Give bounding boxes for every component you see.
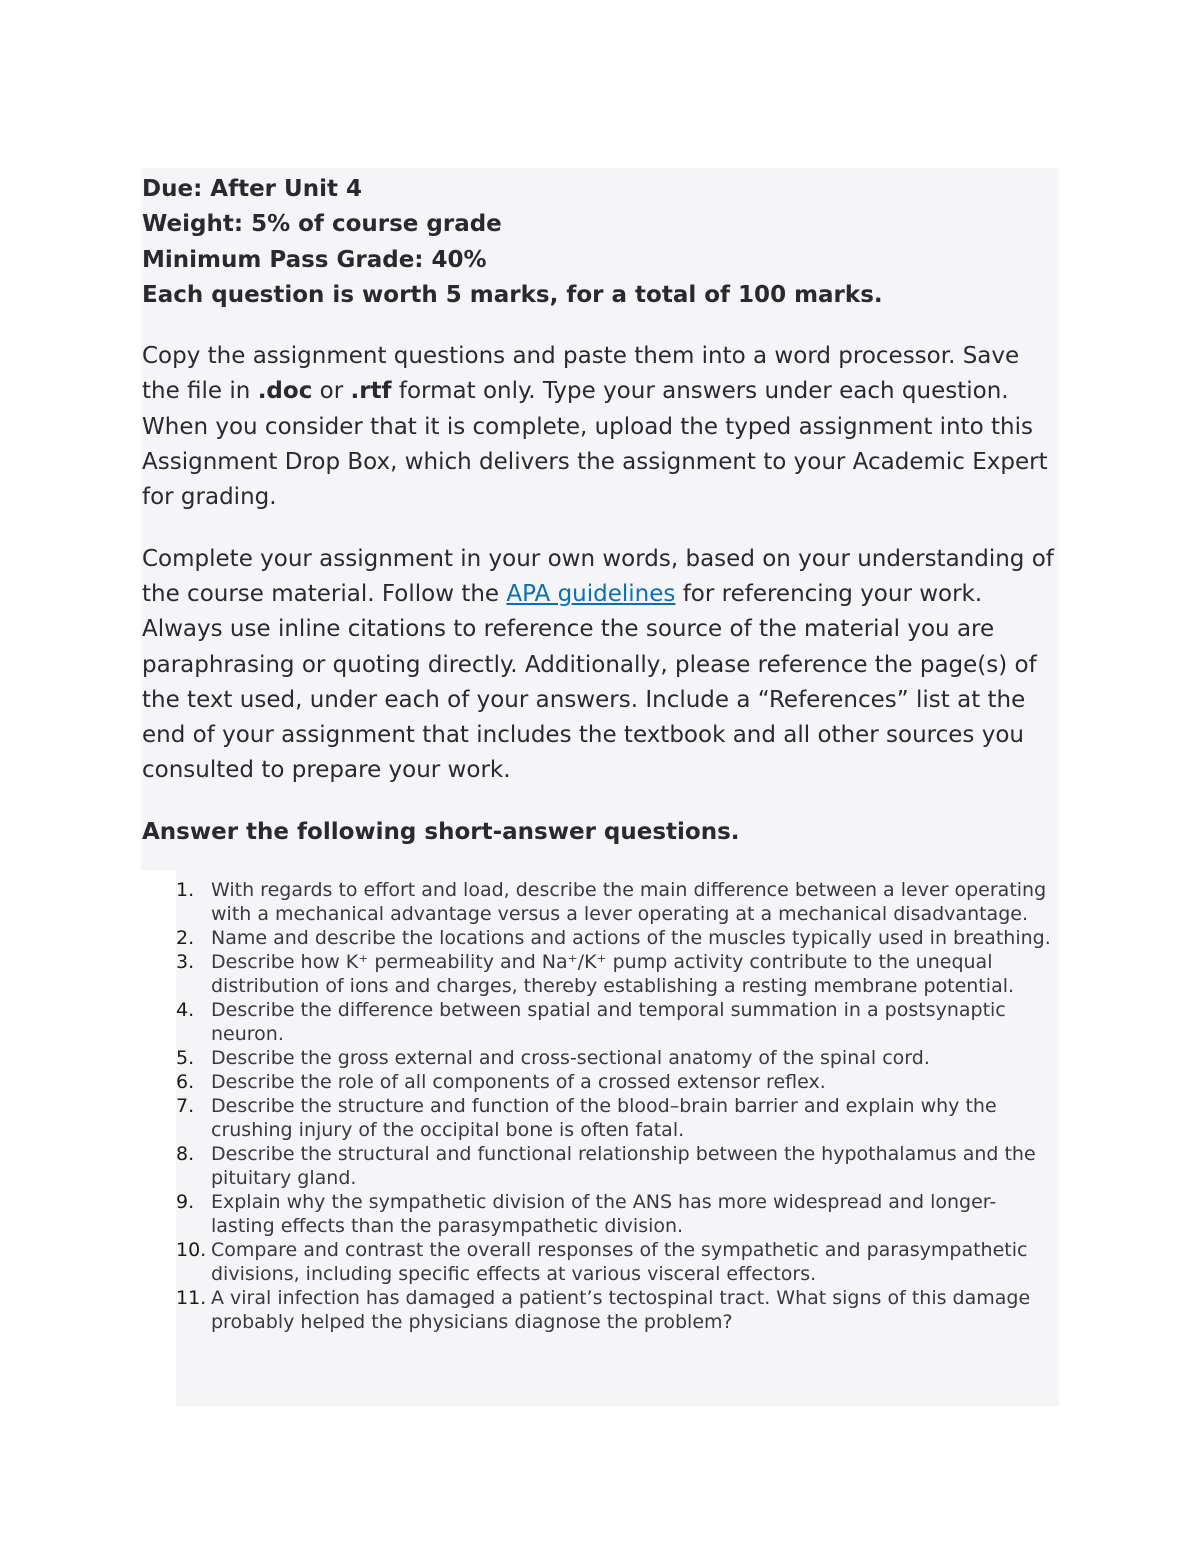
rtf-format: .rtf (350, 378, 392, 405)
question-number: 6. (176, 1071, 195, 1093)
question-text: Name and describe the locations and actions of the muscles typically used in breathing. (211, 927, 1051, 949)
list-item (176, 878, 1056, 926)
list-item (176, 950, 1056, 998)
question-text: Describe the structural and functional relationship between the hypothalamus and the pituitary gland. (211, 1143, 1036, 1189)
list-item (176, 1142, 1056, 1190)
marks-line: Each question is worth 5 marks, for a total of 100 marks. (142, 281, 883, 308)
question-number: 10. (176, 1239, 207, 1261)
question-text: With regards to effort and load, describe the main difference between a lever operating with a mechanical advantage versus a lever operating at a mechanical disadvantage. (211, 879, 1047, 925)
list-item (176, 1286, 1056, 1334)
p2-text-a: Complete your assignment in your own words, based on your understanding of the course material. Follow the (142, 545, 1054, 607)
list-item (176, 998, 1056, 1046)
instructions-paragraph-2 (142, 542, 1062, 789)
question-text: Describe the difference between spatial and temporal summation in a postsynaptic neuron. (211, 999, 1006, 1045)
question-list (176, 878, 1056, 1334)
question-text: Describe how K⁺ permeability and Na⁺/K⁺ pump activity contribute to the unequal distribution of ions and charges, thereby establishing a resting membrane potential. (211, 951, 1015, 997)
question-number: 9. (176, 1191, 195, 1213)
question-number: 8. (176, 1143, 195, 1165)
question-number: 5. (176, 1047, 195, 1069)
list-item (176, 1046, 1056, 1070)
p2-text-b: for referencing your work. Always use inline citations to reference the source of the material you are paraphrasing or quoting directly. Additionally, please reference the page(s) of the text used, under each of your answers. Include a “References” list at the end of your assignment that includes the textbook and all other sources you consulted to prepare your work. (142, 580, 1037, 784)
question-text: Describe the gross external and cross-sectional anatomy of the spinal cord. (211, 1047, 930, 1069)
question-number: 7. (176, 1095, 195, 1117)
apa-guidelines-link[interactable]: APA guidelines (506, 580, 676, 607)
section-heading: Answer the following short-answer questions. (142, 818, 740, 845)
question-text: Explain why the sympathetic division of the ANS has more widespread and longer-lasting effects than the parasympathetic division. (211, 1191, 997, 1237)
question-number: 1. (176, 879, 195, 901)
assignment-content (142, 172, 1062, 850)
question-text: Describe the role of all components of a crossed extensor reflex. (211, 1071, 826, 1093)
weight-line: Weight: 5% of course grade (142, 211, 502, 238)
list-item (176, 1190, 1056, 1238)
question-text: Compare and contrast the overall responses of the sympathetic and parasympathetic divisions, including specific effects at various visceral effectors. (211, 1239, 1028, 1285)
question-number: 11. (176, 1287, 207, 1309)
list-item (176, 1238, 1056, 1286)
doc-format: .doc (257, 378, 313, 405)
question-text: A viral infection has damaged a patient’s tectospinal tract. What signs of this damage probably helped the physicians diagnose the problem? (211, 1287, 1031, 1333)
p1-text-b: format only. Type your answers under each question. When you consider that it is complete, upload the typed assignment into this Assignment Drop Box, which delivers the assignment to your Academic Expert for grading. (142, 378, 1048, 511)
list-item (176, 926, 1056, 950)
p1-text-or: or (312, 378, 351, 405)
question-number: 2. (176, 927, 195, 949)
question-number: 3. (176, 951, 195, 973)
p1-text-a: Copy the assignment questions and paste them into a word processor. Save the file in (142, 343, 1020, 405)
question-text: Describe the structure and function of the blood–brain barrier and explain why the crushing injury of the occipital bone is often fatal. (211, 1095, 997, 1141)
list-item (176, 1070, 1056, 1094)
list-item (176, 1094, 1056, 1142)
min-pass-line: Minimum Pass Grade: 40% (142, 246, 487, 273)
question-number: 4. (176, 999, 195, 1021)
instructions-paragraph-1 (142, 339, 1062, 515)
due-line: Due: After Unit 4 (142, 176, 362, 202)
